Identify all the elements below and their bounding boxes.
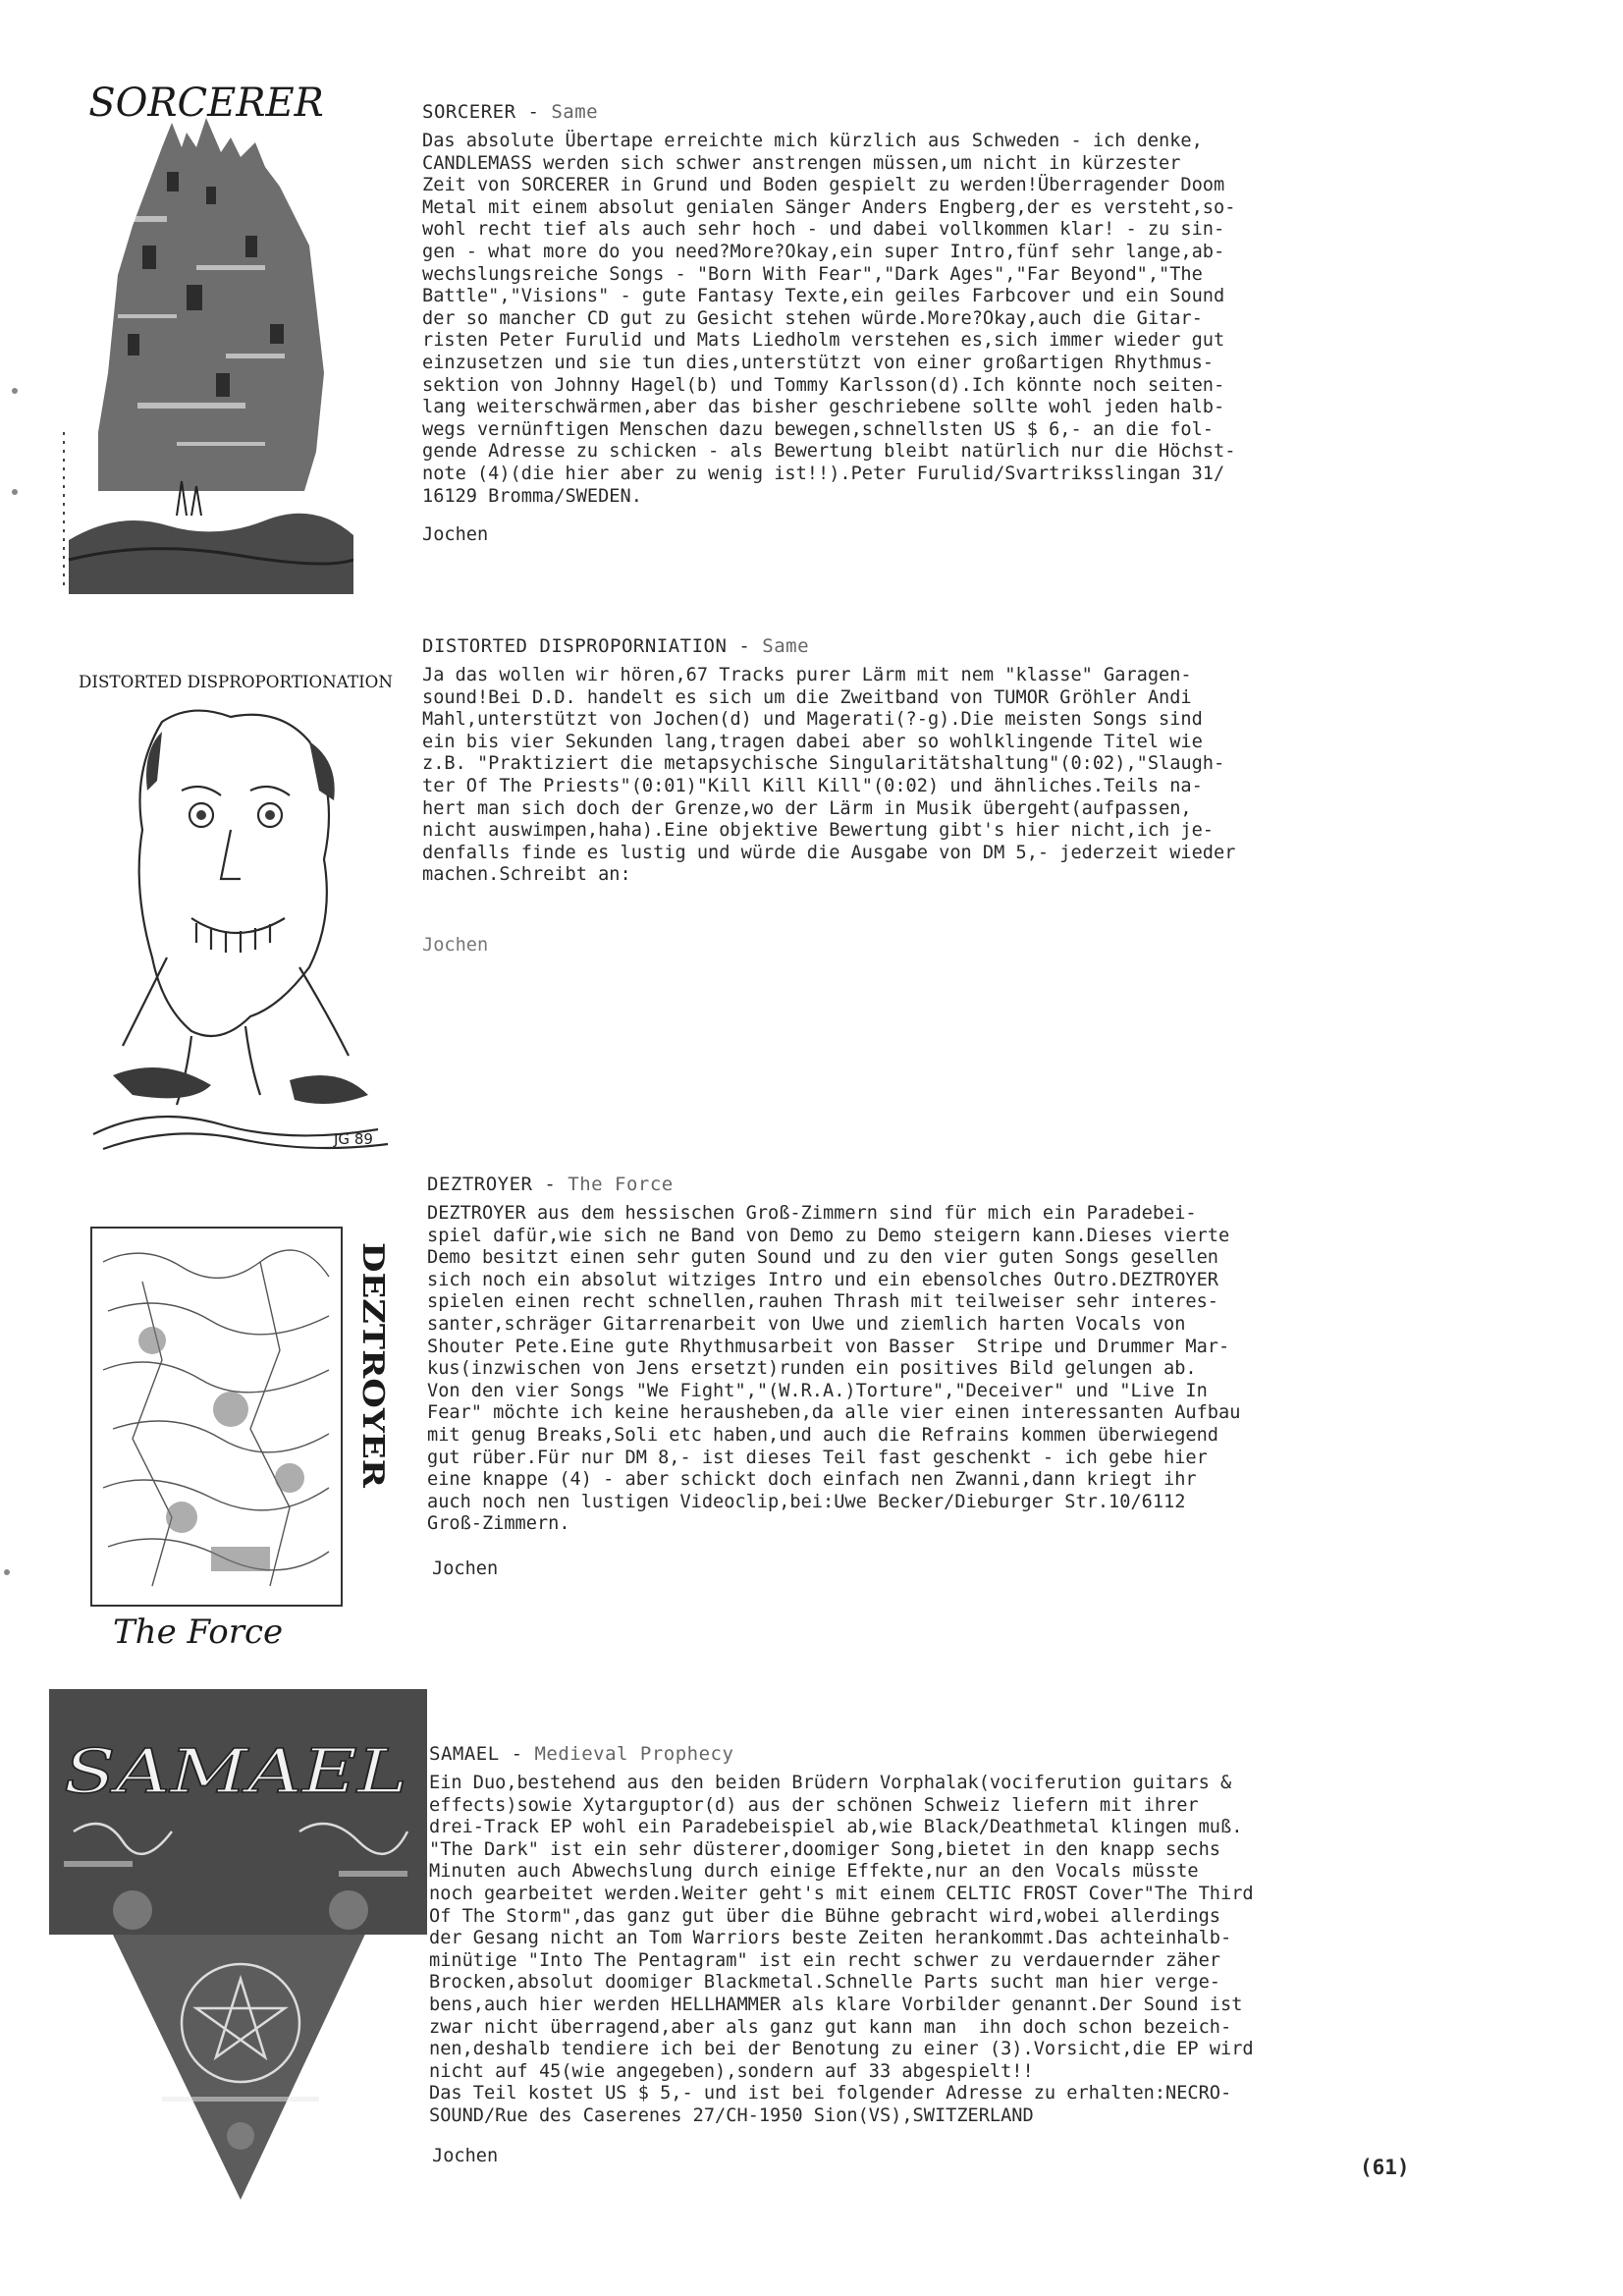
review-line: Das Teil kostet US $ 5,- und ist bei folgender Adresse zu erhalten:NECRO- bbox=[429, 2083, 1232, 2105]
review-line: bens,auch hier werden HELLHAMMER als klare Vorbilder genannt.Der Sound ist bbox=[429, 1994, 1243, 2015]
page-number: (61) bbox=[1360, 2156, 1410, 2179]
review-heading: DEZTROYER - The Force bbox=[427, 1174, 674, 1195]
review-line: nicht auf 45(wie angegeben),sondern auf 33 abgespielt!! bbox=[429, 2060, 1034, 2082]
review-line: ter Of The Priests"(0:01)"Kill Kill Kill"(0:02) und ähnliches.Teils na- bbox=[422, 775, 1203, 796]
review-line: zwar nicht überragend,aber als ganz gut kann man ihn doch schon bezeich- bbox=[429, 2016, 1232, 2038]
review-line: wohl recht tief als auch sehr hoch - und dabei vollkommen klar! - zu sin- bbox=[422, 219, 1225, 241]
review-line: nicht auswimpen,haha).Eine objektive Bewertung gibt's hier nicht,ich je- bbox=[422, 820, 1214, 842]
review-distorted bbox=[422, 635, 1235, 887]
album-title: Same bbox=[762, 635, 810, 657]
review-heading: DISTORTED DISPROPORNIATION - Same bbox=[422, 635, 810, 657]
samael-logo-text: SAMAEL bbox=[64, 1735, 407, 1807]
review-text bbox=[422, 665, 1235, 887]
review-line: SOUND/Rue des Caserenes 27/CH-1950 Sion(VS),SWITZERLAND bbox=[429, 2105, 1034, 2126]
review-line: Ja das wollen wir hören,67 Tracks purer Lärm mit nem "klasse" Garagen- bbox=[422, 665, 1192, 685]
review-line: Minuten auch Abwechslung durch einige Effekte,nur an den Vocals müsste bbox=[429, 1861, 1199, 1883]
review-line: drei-Track EP wohl ein Paradebeispiel ab,wie Black/Deathmetal klingen muß. bbox=[429, 1817, 1243, 1838]
review-line: risten Peter Furulid und Mats Liedholm verstehen es,sich immer wieder gut bbox=[422, 330, 1225, 352]
review-heading: SORCERER - Same bbox=[422, 101, 599, 123]
review-line: wegs vernünftigen Menschen dazu bewegen,schnellsten US $ 6,- an die fol- bbox=[422, 418, 1214, 440]
album-title: Medieval Prophecy bbox=[534, 1743, 734, 1765]
review-line: Zeit von SORCERER in Grund und Boden gespielt zu werden!Überragender Doom bbox=[422, 175, 1225, 196]
review-line: gut rüber.Für nur DM 8,- ist dieses Teil fast geschenkt - ich gebe hier bbox=[427, 1447, 1208, 1468]
review-line: eine knappe (4) - aber schickt doch einfach nen Zwanni,dann kriegt ihr bbox=[427, 1469, 1197, 1491]
review-line: hert man sich doch der Grenze,wo der Lärm in Musik übergeht(aufpassen, bbox=[422, 797, 1192, 819]
review-line: Das absolute Übertape erreichte mich kürzlich aus Schweden - ich denke, bbox=[422, 131, 1203, 151]
review-line: gende Adresse zu schicken - als Bewertung bleibt natürlich nur die Höchst- bbox=[422, 441, 1236, 463]
margin-mark bbox=[12, 388, 18, 394]
review-line: kus(inzwischen von Jens ersetzt)runden ein positives Bild gelungen ab. bbox=[427, 1358, 1197, 1380]
review-line: Mahl,unterstützt von Jochen(d) und Magerati(?-g).Die meisten Songs sind bbox=[422, 709, 1203, 731]
review-line: spiel dafür,wie sich ne Band von Demo zu Demo steigern kann.Dieses vierte bbox=[427, 1225, 1230, 1246]
review-line: einzusetzen und sie tun dies,unterstützt von einer großartigen Rhythmus- bbox=[422, 352, 1214, 373]
review-line: auch noch nen lustigen Videoclip,bei:Uwe Becker/Dieburger Str.10/6112 bbox=[427, 1491, 1186, 1512]
review-signature: Jochen bbox=[432, 1558, 499, 1579]
review-line: note (4)(die hier aber zu wenig ist!!).Peter Furulid/Svartriksslingan 31/ bbox=[422, 463, 1225, 484]
review-line: Shouter Pete.Eine gute Rhythmusarbeit von Basser Stripe und Drummer Mar- bbox=[427, 1336, 1230, 1357]
review-signature: Jochen bbox=[422, 935, 489, 956]
review-line: sound!Bei D.D. handelt es sich um die Zweitband von TUMOR Gröhler Andi bbox=[422, 686, 1192, 708]
review-line: Von den vier Songs "We Fight","(W.R.A.)Torture","Deceiver" und "Live In bbox=[427, 1380, 1208, 1401]
review-sorcerer bbox=[422, 101, 1235, 508]
margin-mark bbox=[4, 1569, 10, 1575]
artist-initials: JG 89 bbox=[334, 1130, 373, 1148]
review-heading: SAMAEL - Medieval Prophecy bbox=[429, 1743, 734, 1765]
review-line: 16129 Bromma/SWEDEN. bbox=[422, 485, 642, 507]
review-line: der Gesang nicht an Tom Warriors beste Zeiten herankommt.Das achteinhalb- bbox=[429, 1928, 1232, 1949]
review-line: sich noch ein absolut witziges Intro und ein ebensolches Outro.DEZTROYER bbox=[427, 1269, 1218, 1290]
review-line: Brocken,absolut doomiger Blackmetal.Schnelle Parts sucht man hier verge- bbox=[429, 1972, 1220, 1994]
review-line: Of The Storm",das ganz gut über die Bühne gebracht wird,wobei allerdings bbox=[429, 1905, 1220, 1927]
review-line: nen,deshalb tendiere ich bei der Benotung zu einer (3).Vorsicht,die EP wird bbox=[429, 2039, 1254, 2060]
review-line: Fear" möchte ich keine herausheben,da alle vier einen interessanten Aufbau bbox=[427, 1402, 1241, 1424]
review-line: der so mancher CD gut zu Gesicht stehen würde.More?Okay,auch die Gitar- bbox=[422, 307, 1203, 329]
review-line: spielen einen recht schnellen,rauhen Thrash mit teilweiser sehr interes- bbox=[427, 1291, 1218, 1313]
review-line: Groß-Zimmern. bbox=[427, 1513, 570, 1535]
review-line: lang weiterschwärmen,aber das bisher geschriebene sollte wohl jeden halb- bbox=[422, 397, 1225, 418]
review-line: Metal mit einem absolut genialen Sänger Anders Engberg,der es versteht,so- bbox=[422, 196, 1236, 218]
band-name: DEZTROYER bbox=[427, 1174, 533, 1195]
review-signature: Jochen bbox=[422, 524, 489, 545]
band-name: SORCERER bbox=[422, 101, 516, 123]
review-line: wechslungsreiche Songs - "Born With Fear","Dark Ages","Far Beyond","The bbox=[422, 263, 1203, 285]
review-line: effects)sowie Xytarguptor(d) aus der schönen Schweiz liefern mit ihrer bbox=[429, 1794, 1199, 1816]
review-line: Battle","Visions" - gute Fantasy Texte,ein geiles Farbcover und ein Sound bbox=[422, 286, 1225, 307]
review-line: denfalls finde es lustig und würde die Ausgabe von DM 5,- jederzeit wieder bbox=[422, 842, 1236, 863]
band-name: SAMAEL bbox=[429, 1743, 500, 1765]
review-line: "The Dark" ist ein sehr düsterer,doomiger Song,bietet in den knapp sechs bbox=[429, 1838, 1220, 1860]
deztroyer-cover-art bbox=[83, 1223, 407, 1655]
review-samael bbox=[429, 1743, 1254, 2128]
review-line: DEZTROYER aus dem hessischen Groß-Zimmern sind für mich ein Paradebei- bbox=[427, 1203, 1197, 1224]
deztroyer-caption: The Force bbox=[113, 1613, 284, 1652]
sorcerer-cover-art bbox=[59, 79, 353, 594]
samael-cover-art bbox=[44, 1684, 432, 2205]
review-line: z.B. "Praktiziert die metapsychische Singularitätshaltung"(0:02),"Slaugh- bbox=[422, 753, 1225, 775]
sorcerer-logo-text: SORCERER bbox=[88, 81, 324, 126]
review-line: ein bis vier Sekunden lang,tragen dabei aber so wohlklingende Titel wie bbox=[422, 731, 1203, 752]
album-title: Same bbox=[551, 101, 599, 123]
review-deztroyer bbox=[427, 1174, 1240, 1536]
review-line: gen - what more do you need?More?Okay,ein super Intro,fünf sehr lange,ab- bbox=[422, 241, 1225, 262]
review-line: santer,schräger Gitarrenarbeit von Uwe und ziemlich harten Vocals von bbox=[427, 1313, 1186, 1335]
review-line: sektion von Johnny Hagel(b) und Tommy Karlsson(d).Ich könnte noch seiten- bbox=[422, 374, 1225, 396]
review-text bbox=[429, 1773, 1254, 2128]
review-line: machen.Schreibt an: bbox=[422, 864, 631, 886]
review-line: minütige "Into The Pentagram" ist ein recht schwer zu verdauernder zäher bbox=[429, 1949, 1220, 1971]
review-line: mit genug Breaks,Soli etc haben,und auch die Refrains kommen überwiegend bbox=[427, 1424, 1218, 1446]
distorted-logo-text: DISTORTED DISPROPORTIONATION bbox=[79, 673, 394, 692]
review-line: Demo besitzt einen sehr guten Sound und zu den vier guten Songs gesellen bbox=[427, 1247, 1218, 1269]
distorted-cover-art bbox=[74, 633, 398, 1169]
review-text bbox=[422, 131, 1235, 508]
band-name: DISTORTED DISPROPORNIATION bbox=[422, 635, 728, 657]
album-title: The Force bbox=[568, 1174, 674, 1195]
deztroyer-vertical-logo: DEZTROYER bbox=[355, 1242, 390, 1452]
review-text bbox=[427, 1203, 1240, 1536]
review-line: noch gearbeitet werden.Weiter geht's mit einem CELTIC FROST Cover"The Third bbox=[429, 1883, 1254, 1904]
review-line: Ein Duo,bestehend aus den beiden Brüdern Vorphalak(vociferution guitars & bbox=[429, 1773, 1232, 1793]
review-signature: Jochen bbox=[432, 2146, 499, 2166]
review-line: CANDLEMASS werden sich schwer anstrengen müssen,um nicht in kürzester bbox=[422, 152, 1181, 174]
margin-mark bbox=[12, 489, 18, 495]
